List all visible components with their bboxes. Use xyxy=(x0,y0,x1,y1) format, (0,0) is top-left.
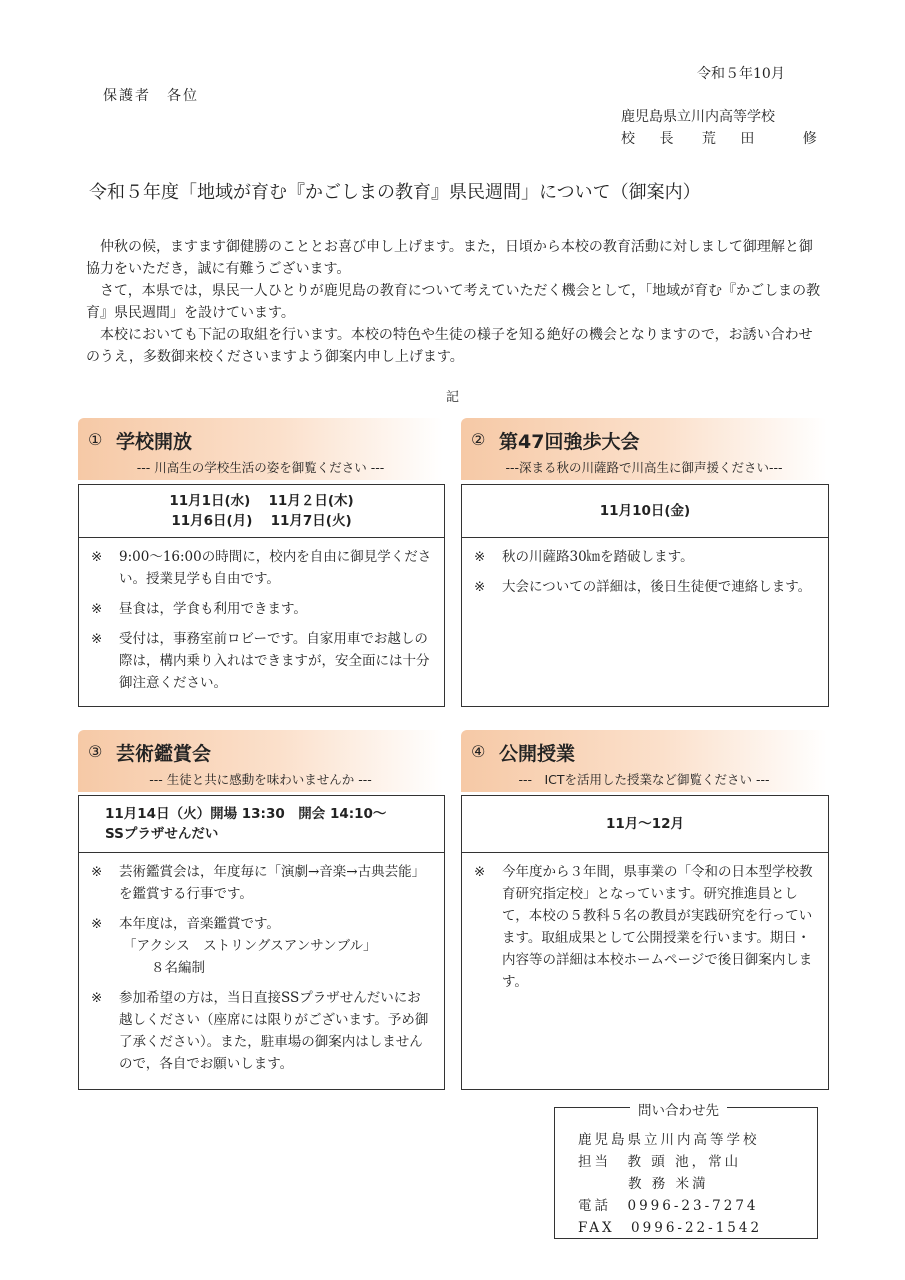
contact-person: 担当 教 頭 池，常山 xyxy=(578,1154,742,1170)
note-item xyxy=(91,861,434,905)
contact-title: 問い合わせ先 xyxy=(630,1099,727,1119)
note-mark: ※ xyxy=(91,990,103,1006)
note-mark: ※ xyxy=(91,916,103,932)
section-subtitle: --- ICTを活用した授業など御覧ください --- xyxy=(518,772,770,787)
sender-principal xyxy=(621,128,827,148)
note-mark: ※ xyxy=(474,549,486,565)
date-line: 11月～12月 xyxy=(605,816,685,832)
intro-paragraph: 仲秋の候，ますます御健勝のこととお喜び申し上げます。また，日頃から本校の教育活動に対しまして御理解と御協力をいただき，誠に有難うございます。 xyxy=(86,239,813,277)
sender-school: 鹿児島県立川内高等学校 xyxy=(621,109,775,125)
contact-fax: FAX 0996-22-1542 xyxy=(578,1220,763,1236)
intro-text xyxy=(86,236,826,368)
note-mark: ※ xyxy=(474,579,486,595)
note-mark: ※ xyxy=(474,864,486,880)
date-line: 11月10日(金) xyxy=(599,503,691,519)
section-1-header xyxy=(78,418,443,480)
section-number: ③ xyxy=(88,742,103,761)
section-1-dates xyxy=(78,484,445,538)
note-item xyxy=(91,913,434,935)
ki-heading: 記 xyxy=(446,390,460,405)
section-4-details xyxy=(461,852,829,1090)
note-text: 秋の川薩路30㎞を踏破します。 xyxy=(502,549,694,565)
note-text: 受付は，事務室前ロビーです。自家用車でお越しの際は，構内乗り入れはできますが，安全面には十分御注意ください。 xyxy=(119,631,430,691)
contact-person: 教 務 米満 xyxy=(628,1176,709,1192)
note-mark: ※ xyxy=(91,631,103,647)
note-mark: ※ xyxy=(91,601,103,617)
note-item xyxy=(91,628,434,694)
section-3-details xyxy=(78,852,445,1090)
section-title: 芸術鑑賞会 xyxy=(116,743,212,765)
contact-school: 鹿児島県立川内高等学校 xyxy=(578,1132,760,1148)
section-4-header xyxy=(461,730,827,792)
note-mark: ※ xyxy=(91,864,103,880)
section-number: ④ xyxy=(471,742,486,761)
note-item xyxy=(474,546,818,568)
section-2-header xyxy=(461,418,827,480)
section-4-dates xyxy=(461,795,829,853)
principal-name: 荒 田 修 xyxy=(701,131,827,147)
performer-formation: ８名編制 xyxy=(151,960,205,976)
note-item xyxy=(91,987,434,1075)
note-text: 今年度から３年間，県事業の「令和の日本型学校教育研究指定校」となっています。研究推進員として，本校の５教科５名の教員が実践研究を行っています。取組成果として公開授業を行います。期日・内容等の詳細は本校ホームページで後日御案内します。 xyxy=(502,864,813,990)
note-text: 昼食は，学食も利用できます。 xyxy=(119,601,307,617)
section-subtitle: --- 生徒と共に感動を味わいませんか --- xyxy=(149,772,372,787)
note-text: 大会についての詳細は，後日生徒便で連絡します。 xyxy=(502,579,812,595)
section-2-details xyxy=(461,537,829,707)
note-item xyxy=(91,546,434,590)
addressee: 保護者 各位 xyxy=(103,88,199,104)
note-item xyxy=(91,598,434,620)
section-number: ② xyxy=(471,430,486,449)
note-text: 参加希望の方は，当日直接SSプラザせんだいにお越しください（座席には限りがございます。予め御了承ください）。また，駐車場の御案内はしませんので，各自でお願いします。 xyxy=(119,990,429,1072)
section-subtitle: ---深まる秋の川薩路で川高生に御声援ください--- xyxy=(505,460,783,475)
note-text: 本年度は，音楽鑑賞です。 xyxy=(119,916,280,932)
note-mark: ※ xyxy=(91,549,103,565)
venue-line: SSプラザせんだい xyxy=(105,826,219,842)
performer-name: 「アクシス ストリングスアンサンブル」 xyxy=(123,938,377,954)
section-2-dates xyxy=(461,484,829,538)
note-text: 芸術鑑賞会は，年度毎に「演劇→音楽→古典芸能」を鑑賞する行事です。 xyxy=(119,864,426,902)
contact-phone: 電話 0996-23-7274 xyxy=(578,1198,759,1214)
note-text: 9:00～16:00の時間に，校内を自由に御見学ください。授業見学も自由です。 xyxy=(119,549,432,587)
section-3-dates xyxy=(78,795,445,853)
principal-title: 校 長 xyxy=(621,131,684,147)
document-title: 令和５年度「地域が育む『かごしまの教育』県民週間」について（御案内） xyxy=(89,182,701,203)
section-title: 公開授業 xyxy=(499,743,576,765)
section-title: 学校開放 xyxy=(116,431,193,453)
date-line: 11月1日(水) 11月２日(木) xyxy=(169,493,354,509)
section-title: 第47回強歩大会 xyxy=(499,431,640,453)
section-number: ① xyxy=(88,430,103,449)
intro-paragraph: さて，本県では，県民一人ひとりが鹿児島の教育について考えていただく機会として，「地域が育む『かごしまの教育』県民週間」を設けています。 xyxy=(86,283,821,321)
section-3-header xyxy=(78,730,443,792)
section-subtitle: --- 川高生の学校生活の姿を御覧ください --- xyxy=(136,460,385,475)
date-line: 11月14日（火）開場 13:30 開会 14:10～ xyxy=(105,806,387,822)
intro-paragraph: 本校においても下記の取組を行います。本校の特色や生徒の様子を知る絶好の機会となりますので，お誘い合わせのうえ，多数御来校くださいますよう御案内申し上げます。 xyxy=(86,327,813,365)
date-line: 11月6日(月) 11月7日(火) xyxy=(171,513,352,529)
section-1-details xyxy=(78,537,445,707)
note-item xyxy=(474,861,818,993)
document-date: 令和５年10月 xyxy=(697,66,785,82)
note-item xyxy=(474,576,818,598)
